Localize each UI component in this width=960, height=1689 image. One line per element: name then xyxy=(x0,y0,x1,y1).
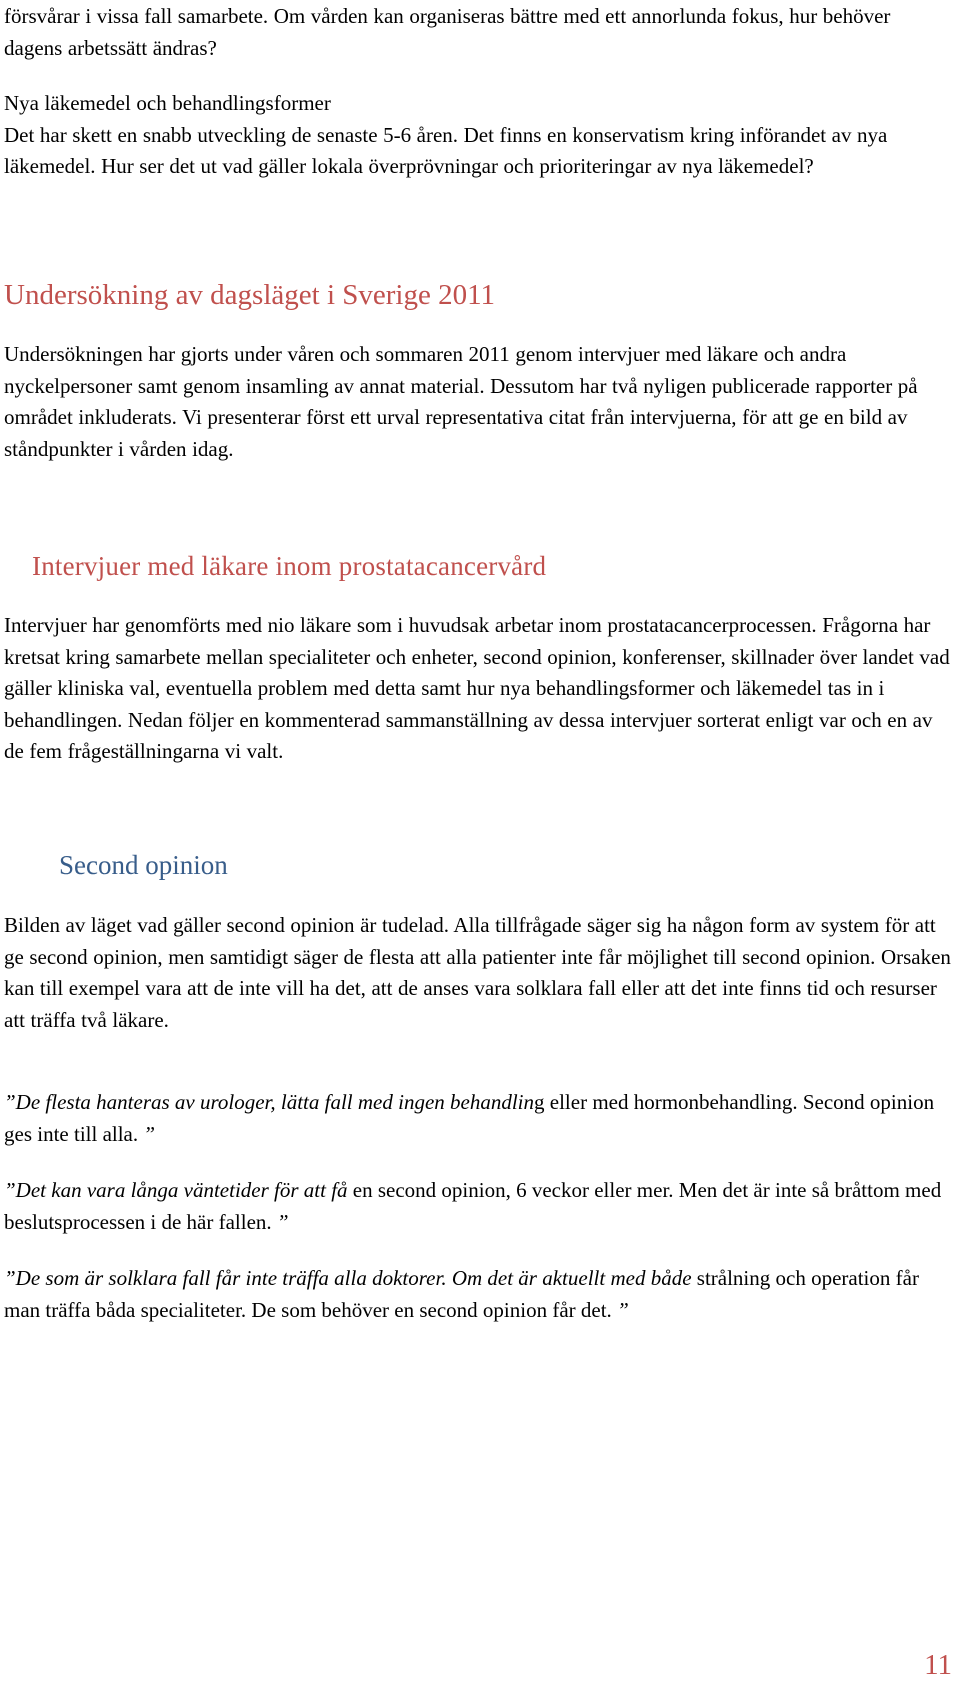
new-medicines-paragraph: Det har skett en snabb utveckling de senaste 5-6 åren. Det finns en konservatism kring införandet av nya läkemedel. Hur ser det ut vad gäller lokala överprövningar och prioriteringar av nya läkemedel? xyxy=(4,122,888,179)
quote-2-close: ” xyxy=(276,1209,289,1234)
quote-3-normal: strålning och operation får man träffa båda specialiteter. De som behöver en second opinion får det. xyxy=(4,1266,919,1322)
survey-heading: Undersökning av dagsläget i Sverige 2011 xyxy=(4,279,496,311)
interviews-heading: Intervjuer med läkare inom prostatacancervård xyxy=(32,551,547,581)
page-number: 11 xyxy=(924,1649,952,1681)
quote-2 xyxy=(4,1175,954,1238)
quote-1-close: ” xyxy=(143,1121,156,1146)
quote-1-normal: g eller med hormonbehandling. Second opinion ges inte till alla. xyxy=(4,1090,935,1146)
interviews-paragraph: Intervjuer har genomförts med nio läkare som i huvudsak arbetar inom prostatacancerprocessen. Frågorna har kretsat kring samarbete mellan specialiteter och enheter, second opinion, konferenser, skillnader över landet vad gäller kliniska val, eventuella problem med detta samt hur nya behandlingsformer och läkemedel tas in i behandlingen. Nedan följer en kommenterad sammanställning av dessa intervjuer sorterat enligt var och en av de fem frågeställningarna vi valt. xyxy=(4,613,950,764)
quote-1 xyxy=(4,1087,954,1150)
intro-paragraph: försvårar i vissa fall samarbete. Om vården kan organiseras bättre med ett annorlunda fokus, hur behöver dagens arbetssätt ändras? xyxy=(4,4,891,60)
quote-3 xyxy=(4,1263,954,1326)
survey-paragraph: Undersökningen har gjorts under våren och sommaren 2011 genom intervjuer med läkare och andra nyckelpersoner samt genom insamling av annat material. Dessutom har två nyligen publicerade rapporter på området inkluderats. Vi presenterar först ett urval representativa citat från intervjuerna, för att ge en bild av ståndpunkter i vården idag. xyxy=(4,342,918,461)
second-opinion-heading: Second opinion xyxy=(59,850,228,880)
second-opinion-paragraph: Bilden av läget vad gäller second opinion är tudelad. Alla tillfrågade säger sig ha någon form av system för att ge second opinion, men samtidigt säger de flesta att alla patienter inte får möjlighet till second opinion. Orsaken kan till exempel vara att de inte vill ha det, att de anses vara solklara fall eller att det inte finns tid och resurser att träffa två läkare. xyxy=(4,913,951,1032)
new-medicines-title: Nya läkemedel och behandlingsformer xyxy=(4,91,331,115)
new-medicines-section xyxy=(4,88,954,183)
quote-2-normal: en second opinion, 6 veckor eller mer. Men det är inte så bråttom med beslutsprocessen i de här fallen. xyxy=(4,1178,942,1234)
quote-2-italic: ”Det kan vara långa väntetider för att få xyxy=(4,1178,353,1202)
quote-3-close: ” xyxy=(617,1297,629,1322)
quote-3-italic: ”De som är solklara fall får inte träffa alla doktorer. Om det är aktuellt med både xyxy=(4,1266,692,1290)
quote-1-italic: ”De flesta hanteras av urologer, lätta fall med ingen behandlin xyxy=(4,1090,535,1114)
